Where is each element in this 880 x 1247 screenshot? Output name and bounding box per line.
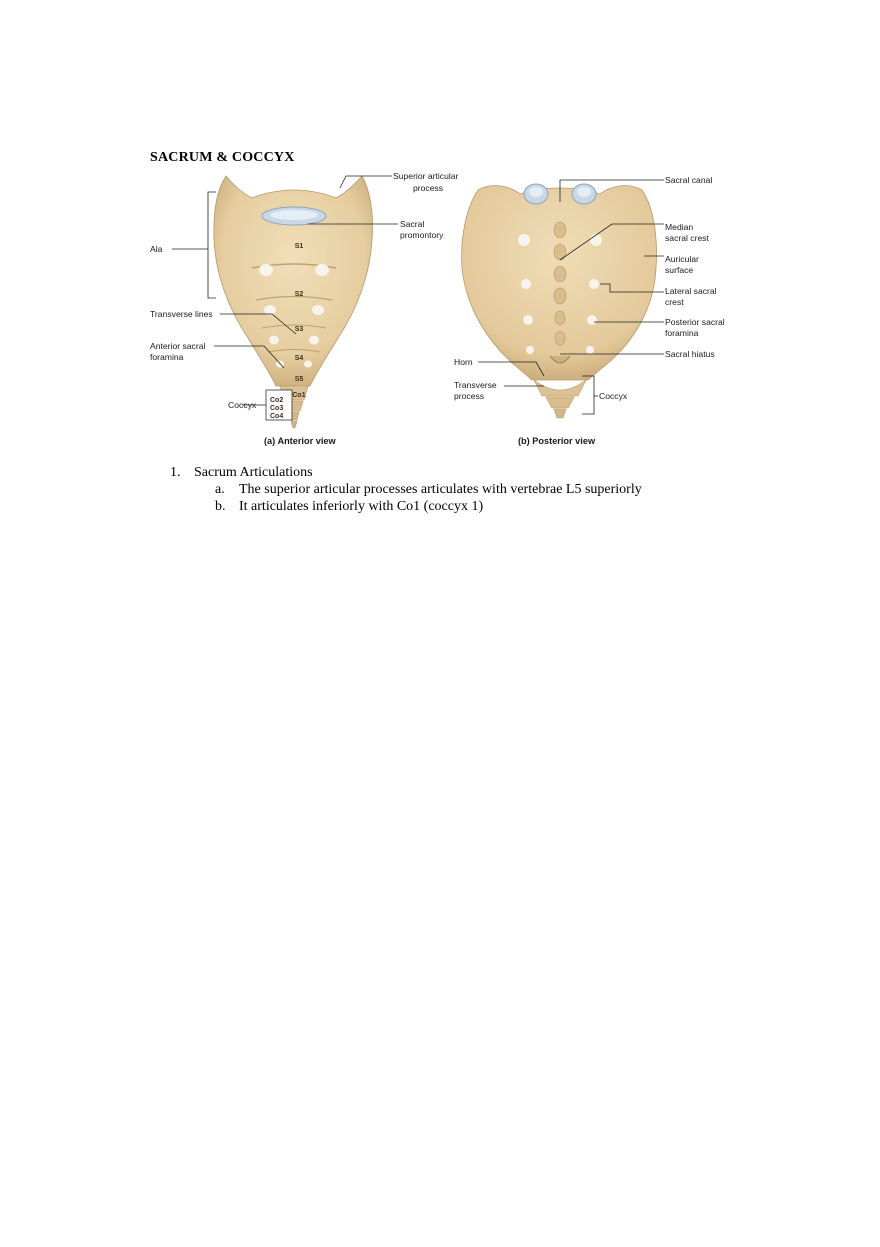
label-superior-articular: Superior articular — [393, 171, 459, 181]
label-coccyx-posterior: Coccyx — [599, 391, 628, 401]
label-sacral-hiatus: Sacral hiatus — [665, 349, 715, 359]
label-auricular-surface-2: surface — [665, 265, 694, 275]
caption-anterior-view: (a) Anterior view — [264, 436, 336, 446]
caption-posterior-view: (b) Posterior view — [518, 436, 596, 446]
segment-co4: Co4 — [270, 413, 284, 420]
segment-s1: S1 — [294, 243, 304, 250]
label-transverse-process-2: process — [454, 391, 485, 401]
label-median-sacral-crest: Median — [665, 222, 694, 232]
segment-s2: S2 — [294, 291, 304, 298]
list-item-number: 1. — [170, 465, 181, 480]
sacrum-illustration — [148, 168, 736, 452]
sacrum-figure — [148, 168, 736, 452]
segment-co3: Co3 — [270, 405, 284, 412]
anterior-sacrum-bone — [214, 176, 373, 428]
label-lateral-sacral-crest: Lateral sacral — [665, 286, 717, 296]
label-transverse-process: Transverse — [454, 380, 497, 390]
sub-item-text: It articulates inferiorly with Co1 (coccyx 1) — [239, 499, 484, 514]
sub-item-letter: a. — [215, 482, 225, 497]
label-horn: Horn — [454, 357, 473, 367]
label-posterior-sacral-foramina: Posterior sacral — [665, 317, 725, 327]
sub-item-letter: b. — [215, 499, 226, 514]
articulations-list — [170, 464, 642, 515]
segment-co2: Co2 — [270, 397, 284, 404]
sub-list-item-b — [215, 498, 642, 515]
label-anterior-sacral-foramina: Anterior sacral — [150, 341, 206, 351]
list-item-text: Sacrum Articulations — [194, 465, 313, 480]
segment-s3: S3 — [294, 326, 304, 333]
label-posterior-sacral-foramina-2: foramina — [665, 328, 699, 338]
label-ala: Ala — [150, 244, 163, 254]
label-sacral-promontory: Sacral — [400, 219, 425, 229]
list-item — [170, 464, 642, 481]
page-title: SACRUM & COCCYX — [150, 150, 295, 165]
label-anterior-sacral-foramina-2: foramina — [150, 352, 184, 362]
sub-list-item-a — [215, 481, 642, 498]
label-sacral-promontory-2: promontory — [400, 230, 444, 240]
label-median-sacral-crest-2: sacral crest — [665, 233, 709, 243]
sub-item-text: The superior articular processes articulates with vertebrae L5 superiorly — [239, 482, 642, 497]
label-coccyx-anterior: Coccyx — [228, 400, 257, 410]
segment-co1: Co1 — [292, 392, 306, 399]
label-lateral-sacral-crest-2: crest — [665, 297, 684, 307]
segment-s5: S5 — [294, 376, 304, 383]
label-auricular-surface: Auricular — [665, 254, 699, 264]
label-transverse-lines: Transverse lines — [150, 309, 213, 319]
label-sacral-canal: Sacral canal — [665, 175, 713, 185]
label-superior-articular-2: process — [413, 183, 444, 193]
segment-s4: S4 — [294, 355, 304, 362]
